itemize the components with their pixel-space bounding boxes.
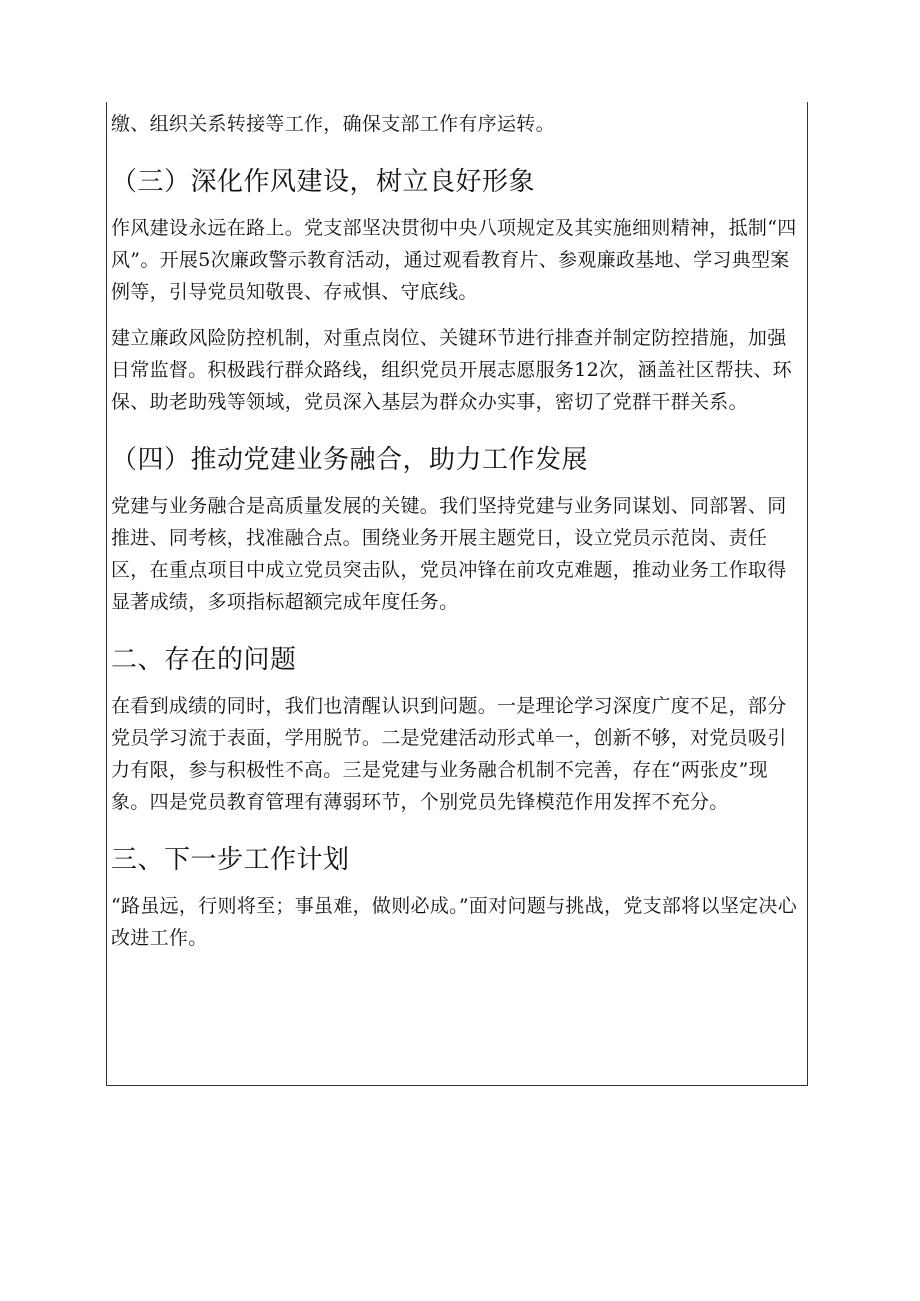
section-heading-problems: 二、存在的问题 (111, 645, 297, 675)
paragraph-risk-control: 建立廉政风险防控机制，对重点岗位、关键环节进行排查并制定防控措施，加强日常监督。积极践行群众路线，组织党员开展志愿服务12次，涵盖社区帮扶、环保、助老助残等领域，党员深入基层为群众办实事，密切了党群干群关系。 (111, 327, 792, 413)
paragraph-work-style: 作风建设永远在路上。党支部坚决贯彻中央八项规定及其实施细则精神，抵制“四风”。开展5次廉政警示教育活动，通过观看教育片、参观廉政基地、学习典型案例等，引导党员知敬畏、存戒惧、守底线。 (111, 217, 797, 303)
section-heading-4: （四）推动党建业务融合，助力工作发展 (111, 445, 589, 475)
paragraph-next-plan: “路虽远，行则将至；事虽难，做则必成。”面对问题与挑战，党支部将以坚定决心改进工作。 (111, 895, 798, 949)
section-heading-3: （三）深化作风建设，树立良好形象 (111, 167, 536, 197)
paragraph-problems: 在看到成绩的同时，我们也清醒认识到问题。一是理论学习深度广度不足，部分党员学习流于表面，学用脱节。二是党建活动形式单一，创新不够，对党员吸引力有限，参与积极性不高。三是党建与业务融合机制不完善，存在“两张皮”现象。四是党员教育管理有薄弱环节，个别党员先锋模范作用发挥不充分。 (111, 695, 787, 813)
section-heading-next-plan: 三、下一步工作计划 (111, 845, 350, 875)
document-body (111, 108, 805, 954)
paragraph-continuation: 缴、组织关系转接等工作，确保支部工作有序运转。 (111, 113, 555, 135)
paragraph-integration: 党建与业务融合是高质量发展的关键。我们坚持党建与业务同谋划、同部署、同推进、同考核，找准融合点。围绕业务开展主题党日，设立党员示范岗、责任区，在重点项目中成立党员突击队，党员冲锋在前攻克难题，推动业务工作取得显著成绩，多项指标超额完成年度任务。 (111, 495, 787, 613)
